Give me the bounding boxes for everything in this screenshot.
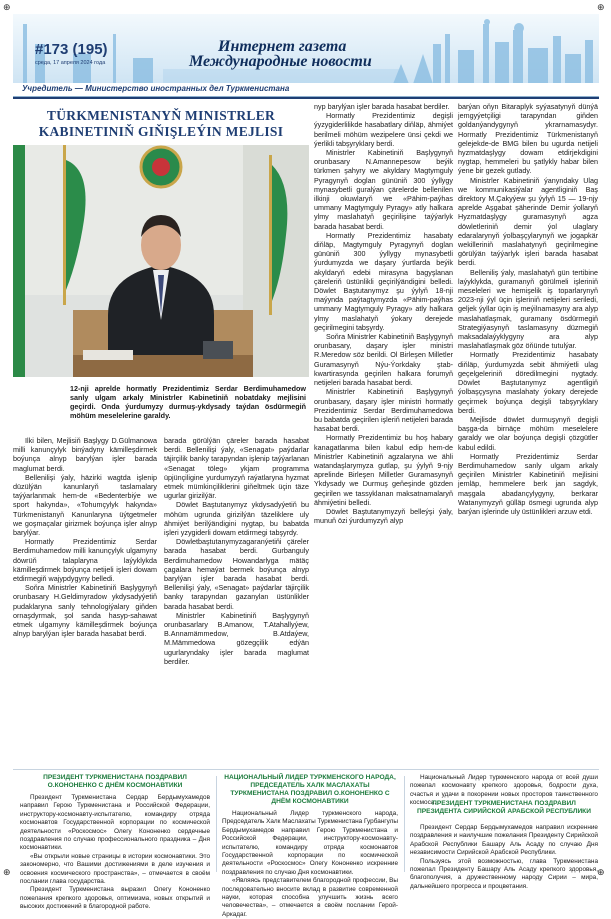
- paragraph: Hormatly Prezidentimiz Serdar Berdimuhamedow milli kanunçylyk ulgamyny döwrüň talaplaryna laýyklykda kämilleşdirmek boýunça netijeli işleri dowam etdirmegiň wajypdygyny belledi.: [13, 537, 157, 584]
- article-column-1: [13, 436, 157, 638]
- article-column-2: [164, 436, 309, 666]
- article-headline-line1: TÜRKMENISTANYŇ MINISTRLER: [46, 108, 276, 123]
- paragraph: Soňra Ministrler Kabinetiniň Başlygynyň orunbasary H.Geldimyradow ykdysadyýetiň pudaklaryna sanly tehnologiýalary giňden ornaşdyrmak, şol sanda hasyp-sahawat etmek ulgamyny kämilleşdirmek boýunça alnyp barylýan işler barada hasabat berdi.: [13, 583, 157, 639]
- paragraph: Ilki bilen, Mejlisiň Başlygy D.Gülmanowa milli kanunçylyk binýadyny kämilleşdirmek boýunça alnyp barylýan işler barada maglumat berdi.: [13, 436, 157, 473]
- column-divider: [404, 776, 405, 872]
- registration-mark-br: ⊕: [597, 868, 605, 878]
- paragraph: Президент Туркменистана Сердар Бердымухамедов направил Герою Туркменистана и Российской Федерации, инструктору-космонавту-испытателю, командиру отряда космонавтов Государственной корпорации по космической деятельности «Роскосмос» Олегу Кононенко сердечные поздравления по случаю профессионального праздника – Дня космонавтики.: [20, 794, 210, 852]
- news-headline-kononenko-president: ПРЕЗИДЕНТ ТУРКМЕНИСТАНА ПОЗДРАВИЛ О.КОНОНЕНКО С ДНЁМ КОСМОНАВТИКИ: [43, 774, 187, 789]
- paragraph: Hormatly Prezidentimiz bu hoş habary kanagatlanma bilen kabul edip hem-de Ministrler Kabinetiniň agzalaryna we ähli watandaşlarymyza gutlap, şu ýylyň 9-njy aprelinde Birleşen Milletler Guramasynyň Ykdysady we Durmuş geňeşinde gözden geçirilen we tassyklanan maksatnamalaryň ähmiýetini belledi.: [314, 433, 453, 507]
- photo-caption: 12-nji aprelde hormatly Prezidentimiz Serdar Berdimuhamedow sanly ulgam arkaly Ministrler Kabinetiniň nobatdaky mejlisini geçirdi. Onda ýurdumyzy durmuş-ykdysady taýdan ösdürmegiň möhüm meselelerine garaldy.: [70, 384, 306, 420]
- registration-mark-bl: ⊕: [3, 868, 11, 878]
- paragraph: Пользуясь этой возможностью, глава Туркменистана пожелал Президенту Башару Аль Асаду крепкого здоровья, благополучия, а дружественному народу Сирии – мира, дальнейшего прогресса и процветания.: [410, 857, 598, 890]
- paragraph: Ministrler Kabinetiniň Başlygynyň orunbasary N.Amannepesow beýik türkmen şahyry we akyldary Magtymguly Pyragynyň doglan gününiň 300 ýyllygy mynasybetli guralýan çärelerde bellenilen ilkinji okuwlaryň we «Pähim-paýhas ummany Magtymguly Pyragy» atly halkara ylmy maslahatyň geçirilişine taýýarlyk barada hasabat berdi.: [314, 148, 453, 231]
- paragraph: Bellenilişi ýaly, häzirki wagtda işlenip düzülýän kanunlaryň taslamalary taýýarlanmak hem-de «Bedenterbiýe we sport hakynda», «Tohumçylyk hakynda» Türkmenistanyň Kanunlaryna üýtgetmeler we goşmaçalar girizmek boýunça işler alnyp barylýar.: [13, 472, 157, 538]
- news-body-syria: [410, 824, 598, 891]
- article-column-3: [314, 102, 453, 525]
- paragraph: barýan oňyn Bitaraplyk syýasatynyň dünýä jemgyýetçiligi tarapyndan giňden goldanýandygynyň ykrarnamasydyr. Hormatly Prezidentimiz Türkmenistanyň gelejekde-de BMG bilen bu ugurda netijeli hyzmatdaşlygy dowam etdirjekdigini nygtap, hemmeleri bu şatlykly habar bilen ýene bir gezek gutlady.: [458, 102, 598, 176]
- registration-mark-tl: ⊕: [3, 3, 11, 13]
- paragraph: Ministrler Kabinetiniň ýanyndaky Ulag we kommunikasiýalar agentliginiň Baş direktory M.Çakyýew şu ýylyň 15 — 19-njy aprelde Aşgabat şäherinde Demir ýollaryň Hyzmatdaşlygy guramasynyň agza döwletleriniň demir ýol ulaglary edaralarynyň ýolbaşçylarynyň we jogapkär wekilleriniň maslahatynyň geçirilmegine görülýän taýýarlyk işleri barada hasabat berdi.: [458, 175, 598, 268]
- paragraph: Национальный Лидер туркменского народа, Председатель Халк Маслахаты Туркменистана Гурбангулы Бердымухамедов направил Герою Туркменистана и Российской Федерации, инструктору-космонавту-испытателю, командиру отряда космонавтов Государственной корпорации по космической деятельности «Роскосмос» Олегу Кононенко искренние поздравления по случаю Дня космонавтики.: [222, 810, 398, 876]
- paragraph: barada görülýän çäreler barada hasabat berdi. Bellenilişi ýaly, «Senagat» paýdarlar täjirçilik banky tarapyndan işlenip taýýarlanan «Senagat töleg» ykjam programma üpjünçiligine yurdumyzyň raýatlaryna hyzmat etmek mümkinçiliklerini giňeltmek üçin täze ugurlar girizilýär.: [164, 436, 309, 501]
- paragraph: «Являясь представителем благородной профессии, Вы последовательно вносите вклад в развитие современной науки, которая способна улучшить жизнь всего человечества», – отмечается в своём послании Герой-Аркадаг.: [222, 877, 398, 918]
- article-headline-line2: KABINETINIŇ GIŇIŞLEÝIN MEJLISI: [38, 124, 284, 139]
- news-body-kononenko-national-leader: [222, 810, 398, 919]
- paragraph: Hormatly Prezidentimiz hasabaty diňläp, Magtymguly Pyragynyň doglan gününiň 300 ýyllygy mynasybetli ýurdumyzda we daşary ýurtlarda beýik akyldaryň edebi mirasyna bagyşlanan çäreleriň üstünlikli geçirilýändigini belledi. Döwlet Baştutanymyz şu ýylyň 18-nji maýynda paýtagtymyzda «Pähim-paýhas ummany Magtymguly Pyragy» atly halkara ylmy maslahatyň ýokary derejede geçirilmegini tabşyrdy.: [314, 230, 453, 332]
- bottom-section-divider: [13, 769, 599, 770]
- paragraph: Döwletbaştutanymyzagaranýetiňi çäreler barada hasabat berdi. Gurbanguly Berdimuhamedow Howandarlyga mätäç çagalara hemaýat bermek boýunça alnyp barylýan işler barada hasabat berdi. Bellenilişi ýaly, «Senagat» paýdarlar täjirçilik banky tarapyndan gazanylan üstünlikler barada hasabat berdi.: [164, 537, 309, 611]
- paragraph: «Вы открыли новые страницы в истории космонавтики. Это закономерно, что Вашими достижениями в деле изучения и освоения космического пространства», – отмечается в своём послании глава государства.: [20, 852, 210, 886]
- paragraph: Döwlet Baştutanymyz ykdysadyýetiň bu möhüm ugrunda girizilýän täzeliklere uly ähmiýet berilýändigini nygtap, bu babatda işleri yzygiderli dowam etdirmegi tabşyrdy.: [164, 500, 309, 538]
- president-photo-illustration: [13, 145, 309, 377]
- issue-number: #173 (195): [35, 41, 108, 58]
- article-column-4: [458, 102, 598, 516]
- news-body-kononenko-president: [20, 794, 210, 912]
- paragraph: Ministrler Kabinetiniň Başlygynyň orunbasarlary B.Amanow, T.Atahallyýew, B.Annamämmedow, B.Atdaýew, M.Mämmedowa gözegçilik edýän ugurlaryndaky işler barada maglumat berdiler.: [164, 610, 309, 666]
- paragraph: Президент Сердар Бердымухамедов направил искренние поздравления и наилучшие пожелания Президенту Сирийской Арабской Республики Башару Аль Асаду по случаю Дня независимости Сирийской Арабской Республики.: [410, 824, 598, 857]
- paragraph: Mejlisde döwlet durmuşynyň degişli başga-da birnäçe möhüm meselelere garaldy we olar boýunça degişli çözgütler kabul edildi.: [458, 414, 598, 452]
- founder-text: Учредитель — Министерство иностранных дел Туркменистана: [22, 84, 290, 93]
- paragraph: Hormatly Prezidentimiz degişli ýyzygiderlilikde hasabatlary diňläp, ähmiýet berilmeli möhüm wezipelere ünsi çekdi we ýerlikli tabşyryklary berdi.: [314, 111, 453, 148]
- article-photo: [13, 145, 309, 377]
- issue-date: среда, 17 апреля 2024 года: [35, 60, 106, 66]
- paragraph: Hormatly Prezidentimiz hasabaty diňläp, ýurdumyzda sebit ähmiýetli ulag geçelgeleriniň döredilmegini nygtady. Döwlet Baştutanymyz agentligiň ýolbaşçysyna maslahaty ýokary derejede geçirmek boýunça degişli tabşyryklary berdi.: [458, 350, 598, 415]
- paragraph: Döwlet Baştutanymyzyň belleýşi ýaly, munuň özi ýurdumyzyň alyp: [314, 506, 453, 526]
- paragraph: Национальный Лидер туркменского народа от всей души пожелал космонавту крепкого здоровья, бодрости духа, счастья и удачи в покорении новых просторов таинственного космоса.: [410, 774, 598, 807]
- news-headline-syria: ПРЕЗИДЕНТ ТУРКМЕНИСТАНА ПОЗДРАВИЛ ПРЕЗИДЕНТА СИРИЙСКОЙ АРАБСКОЙ РЕСПУБЛИКИ: [417, 800, 591, 815]
- news-headline-kononenko-national-leader: НАЦИОНАЛЬНЫЙ ЛИДЕР ТУРКМЕНСКОГО НАРОДА, ПРЕДСЕДАТЕЛЬ ХАЛК МАСЛАХАТЫ ТУРКМЕНИСТАНА ПОЗДРАВИЛ О.КОНОНЕНКО С ДНЁМ КОСМОНАВТИКИ: [224, 774, 396, 805]
- masthead-rule: [13, 97, 599, 99]
- paragraph: Hormatly Prezidentimiz Serdar Berdimuhamedow sanly ulgam arkaly geçirilen Ministrler Kabinetiniň mejlisini jemläp, hemmelere berk jan sagdyk, maşgala abadançylygyny, berkarar Watanymyzyň gülläp ösmegi ugrunda alyp barýan işlerinde uly üstünlikleri arzuw etdi.: [458, 451, 598, 516]
- registration-mark-tr: ⊕: [597, 3, 605, 13]
- paragraph: nyp barylýan işler barada hasabat berdiler.: [314, 102, 450, 111]
- paragraph: Ministrler Kabinetiniň Başlygynyň orunbasary, daşary işler ministri hormatly Prezidentimiz Serdar Berdimuhamedowa bu babatda geçirilen işleriň netijeleri barada hasabat berdi.: [314, 387, 453, 434]
- masthead: [13, 14, 599, 94]
- newspaper-title-line1: Интернет газета: [218, 38, 347, 55]
- column-divider: [216, 776, 217, 872]
- paragraph: Soňra Ministrler Kabinetiniň Başlygynyň orunbasary, daşary işler ministri R.Meredow söz berildi. Ol Birleşen Milletler Guramasynyň Nýu-Ýorkdaky ştab-kwartirasynda geçirilen halkara forumyň netijeleri barada hasabat berdi.: [314, 332, 453, 388]
- newspaper-title-line2: Международные новости: [189, 53, 372, 70]
- paragraph: Belleniliş ýaly, maslahatyň gün tertibine laýyklykda, guramanyň görülmeli işleriniň meseleleri we hemişelik iş toparlarynyň 2023-nji ýyl üçin işleriniň netijeleri seriledi, geljek ýyllar üçin iş meýilnamasyny ara alyp maslahatlaşmak, guramany ösdürmegiň Strategiýasynyň taslamasyny düzmegiň maksadalaýyklygyny ara alyp maslahatlaşmak göz öňünde tutulýar.: [458, 267, 598, 351]
- paragraph: Президент Туркменистана выразил Олегу Кононенко пожелания крепкого здоровья, оптимизма, новых открытий и высоких достижений в благородной работе.: [20, 886, 210, 911]
- founder-line: [13, 83, 599, 97]
